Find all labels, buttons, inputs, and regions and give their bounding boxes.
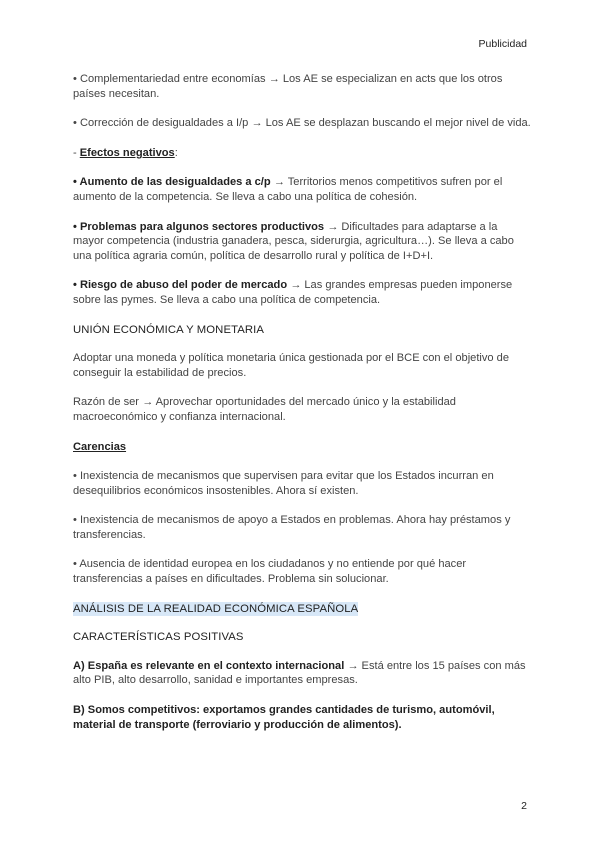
bullet-problemas (73, 220, 531, 264)
problemas-text: → Dificultades para adaptarse a la mayor competencia (industria ganadera, pesca, siderurgia, agricultura…). Se lleva a cabo una política agraria común, política de desarrollo rural y política de I+D+I. (73, 220, 514, 262)
riesgo-bold: • Riesgo de abuso del poder de mercado (73, 279, 288, 292)
item-a (73, 659, 531, 688)
bullet-aumento (73, 175, 531, 204)
document-body (73, 72, 531, 747)
item-a-text: → Está entre los 15 países con más alto PIB, alto desarrollo, sanidad e importantes empresas. (73, 659, 526, 687)
efectos-negativos-label (73, 146, 531, 161)
paragraph-razon: Razón de ser → Aprovechar oportunidades del mercado único y la estabilidad macroeconómico y confianza internacional. (73, 396, 456, 423)
bullet-complementariedad: • Complementariedad entre economías → Los AE se especializan en acts que los otros países necesitan. (73, 73, 503, 100)
riesgo-text: → Las grandes empresas pueden imponerse sobre las pymes. Se lleva a cabo una política de competencia. (73, 279, 513, 306)
bullet-correccion: • Corrección de desigualdades a I/p → Los AE se desplazan buscando el mejor nivel de vida. (73, 117, 531, 130)
efectos-colon: : (174, 146, 178, 159)
page-number: 2 (521, 800, 527, 812)
carencias-title: Carencias (73, 440, 127, 453)
bullet-ausencia: • Ausencia de identidad europea en los ciudadanos y no entiende por qué hacer transferencias a países en dificultades. Problema sin solucionar. (73, 558, 467, 586)
bullet-riesgo (73, 278, 531, 307)
heading-caracteristicas: CARACTERÍSTICAS POSITIVAS (73, 631, 244, 644)
carencias-label (73, 440, 531, 455)
efectos-negativos-title: Efectos negativos (79, 146, 175, 159)
aumento-bold: • Aumento de las desigualdades a c/p (73, 176, 271, 189)
aumento-text: → Territorios menos competitivos sufren por el aumento de la competencia. Se lleva a cabo una política de cohesión. (73, 176, 503, 203)
bullet-inexistencia-1: • Inexistencia de mecanismos que supervisen para evitar que los Estados incurran en desequilibrios económicos insostenibles. Ahora sí existen. (73, 470, 494, 497)
problemas-bold: • Problemas para algunos sectores productivos (73, 220, 325, 233)
heading-union-economica: UNIÓN ECONÓMICA Y MONETARIA (73, 323, 265, 336)
item-a-bold: A) España es relevante en el contexto internacional (73, 659, 345, 672)
highlighted-heading: ANÁLISIS DE LA REALIDAD ECONÓMICA ESPAÑOLA (73, 602, 359, 615)
page-header: Publicidad (478, 38, 527, 50)
item-b: B) Somos competitivos: exportamos grandes cantidades de turismo, automóvil, material de transporte (ferroviario y producción de alimentos). (73, 704, 495, 731)
efectos-dash: - (73, 146, 80, 159)
heading-analisis (73, 602, 531, 617)
bullet-inexistencia-2: • Inexistencia de mecanismos de apoyo a Estados en problemas. Ahora hay préstamos y transferencias. (73, 514, 511, 541)
paragraph-adoptar: Adoptar una moneda y política monetaria única gestionada por el BCE con el objetivo de conseguir la estabilidad de precios. (73, 352, 510, 379)
